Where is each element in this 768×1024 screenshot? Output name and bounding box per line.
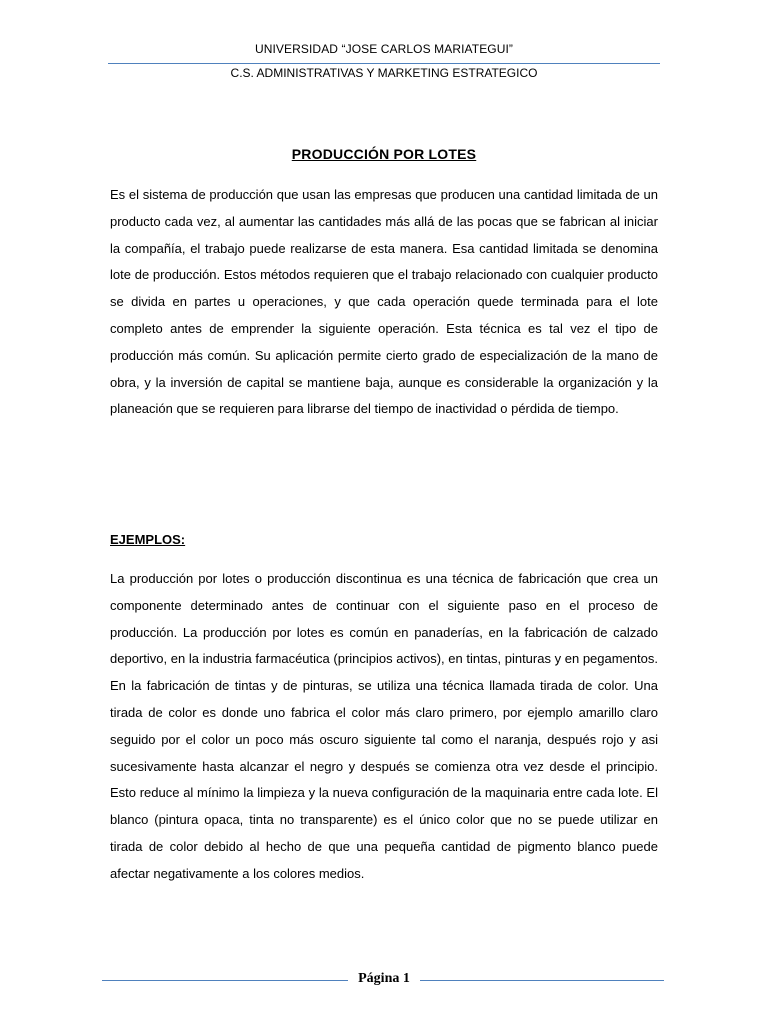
page-number: Página 1 [358, 971, 410, 986]
header-divider [108, 63, 660, 64]
footer-divider-right [420, 980, 664, 981]
examples-paragraph: La producción por lotes o producción discontinua es una técnica de fabricación que crea un componente determinado antes de continuar con el siguiente paso en el proceso de producción. La producción por lotes es común en panaderías, en la fabricación de calzado deportivo, en la industria farmacéutica (principios activos), en tintas, pinturas y en pegamentos. En la fabricación de tintas y de pinturas, se utiliza una técnica llamada tirada de color. Una tirada de color es donde uno fabrica el color más claro primero, por ejemplo amarillo claro seguido por el color un poco más oscuro siguiente tal como el naranja, después rojo y asi sucesivamente hasta alcanzar el negro y después se comienza otra vez desde el principio. Esto reduce al mínimo la limpieza y la nueva configuración de la maquinaria entre cada lote. El blanco (pintura opaca, tinta no transparente) es el único color que no se puede utilizar en tirada de color debido al hecho de que una pequeña cantidad de pigmento blanco puede afectar negativamente a los colores medios. [110, 571, 658, 881]
header-university: UNIVERSIDAD “JOSE CARLOS MARIATEGUI” [254, 42, 514, 56]
footer-divider-left [102, 980, 348, 981]
header-faculty: C.S. ADMINISTRATIVAS Y MARKETING ESTRATEGICO [230, 66, 538, 80]
document-title: PRODUCCIÓN POR LOTES [291, 146, 477, 162]
examples-heading: EJEMPLOS: [110, 532, 186, 547]
intro-paragraph: Es el sistema de producción que usan las empresas que producen una cantidad limitada de un producto cada vez, al aumentar las cantidades más allá de las pocas que se fabrican al iniciar la compañía, el trabajo puede realizarse de esta manera. Esa cantidad limitada se denomina lote de producción. Estos métodos requieren que el trabajo relacionado con cualquier producto se divida en partes u operaciones, y que cada operación quede terminada para el lote completo antes de emprender la siguiente operación. Esta técnica es tal vez el tipo de producción más común. Su aplicación permite cierto grado de especialización de la mano de obra, y la inversión de capital se mantiene baja, aunque es considerable la organización y la planeación que se requieren para librarse del tiempo de inactividad o pérdida de tiempo. [110, 187, 658, 417]
